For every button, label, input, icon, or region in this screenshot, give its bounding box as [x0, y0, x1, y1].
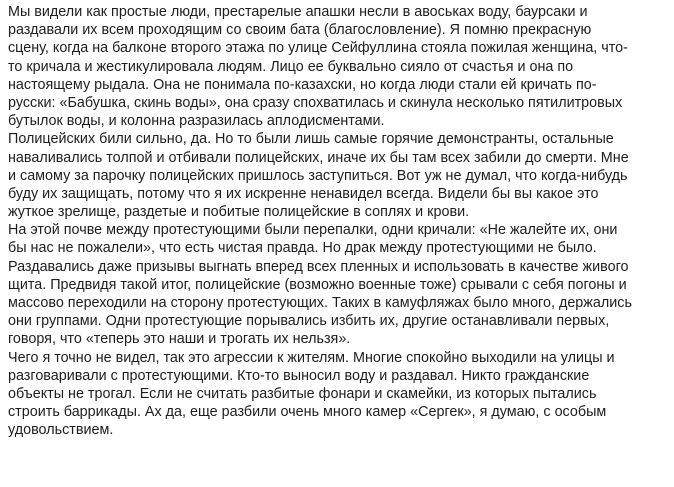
post-text-line: буду их защищать, потому что я их искренне ненавидел всегда. Видели бы вы какое это — [8, 185, 599, 202]
post-text-line: русски: «Бабушка, скинь воды», она сразу спохватилась и скинула несколько пятилитровых — [8, 94, 623, 111]
post-text-line: разговаривали с протестующими. Кто-то выносил воду и раздавал. Никто гражданские — [8, 367, 590, 384]
post-text-line: и самому за парочку полицейских пришлось заступиться. Вот уж не думал, что когда-нибудь — [8, 167, 628, 184]
post-text-line: сцену, когда на балконе второго этажа по улице Сейфуллина стояла пожилая женщина, что- — [8, 40, 628, 57]
post-text-line: Мы видели как простые люди, престарелые апашки несли в авоськах воду, баурсаки и — [8, 4, 588, 20]
post-text-line: то кричала и жестикулировала людям. Лицо ее буквально сияло от счастья и она по — [8, 58, 574, 75]
post-text-line: удовольствием. — [8, 422, 114, 439]
post-text-line: строить баррикады. Ах да, еще разбили очень много камер «Сергек», я думаю, с особым — [8, 404, 607, 421]
post-text-line: На этой почве между протестующими были перепалки, одни кричали: «Не жалейте их, они — [8, 222, 618, 239]
post-text-line: говоря, что «теперь это наши и трогать их нельзя». — [8, 331, 351, 348]
post-text-line: раздавали их всем проходящим со своим бата (благословление). Я помню прекрасную — [8, 22, 592, 39]
post-text-line: Полицейских били сильно, да. Но то были лишь самые горячие демонстранты, остальные — [8, 131, 614, 148]
post-text-line: объекты не трогал. Если не считать разбитые фонари и скамейки, из которых пытались — [8, 385, 597, 402]
post-text-line: они группами. Одни протестующие порывались избить их, другие останавливали первых, — [8, 313, 610, 330]
post-text-line: массово переходили на сторону протестующих. Таких в камуфляжах было много, держались — [8, 295, 632, 311]
post-text-line: Раздавались даже призывы выгнать вперед всех пленных и использовать в качестве живого — [8, 258, 629, 275]
post-text-line: настоящему рыдала. Она не понимала по-казахски, но когда люди стали ей кричать по- — [8, 76, 597, 93]
post-text-line: бы нас не пожалели», что есть чистая правда. Но драк между протестующими не было. — [8, 240, 597, 257]
post-text — [8, 3, 670, 440]
post-text-line: Чего я точно не видел, так это агрессии к жителям. Многие спокойно выходили на улицы и — [8, 349, 615, 366]
post-text-line: бутылок воды, и колонна разразилась аплодисментами. — [8, 113, 385, 130]
post-text-line: щита. Предвидя такой итог, полицейские (возможно военные тоже) срывали с себя погоны и — [8, 276, 627, 293]
post-text-line: жуткое зрелище, раздетые и побитые полицейские в соплях и крови. — [8, 204, 470, 221]
post-text-line: наваливались толпой и отбивали полицейских, иначе их бы там всех забили до смерти. Мне — [8, 149, 629, 166]
